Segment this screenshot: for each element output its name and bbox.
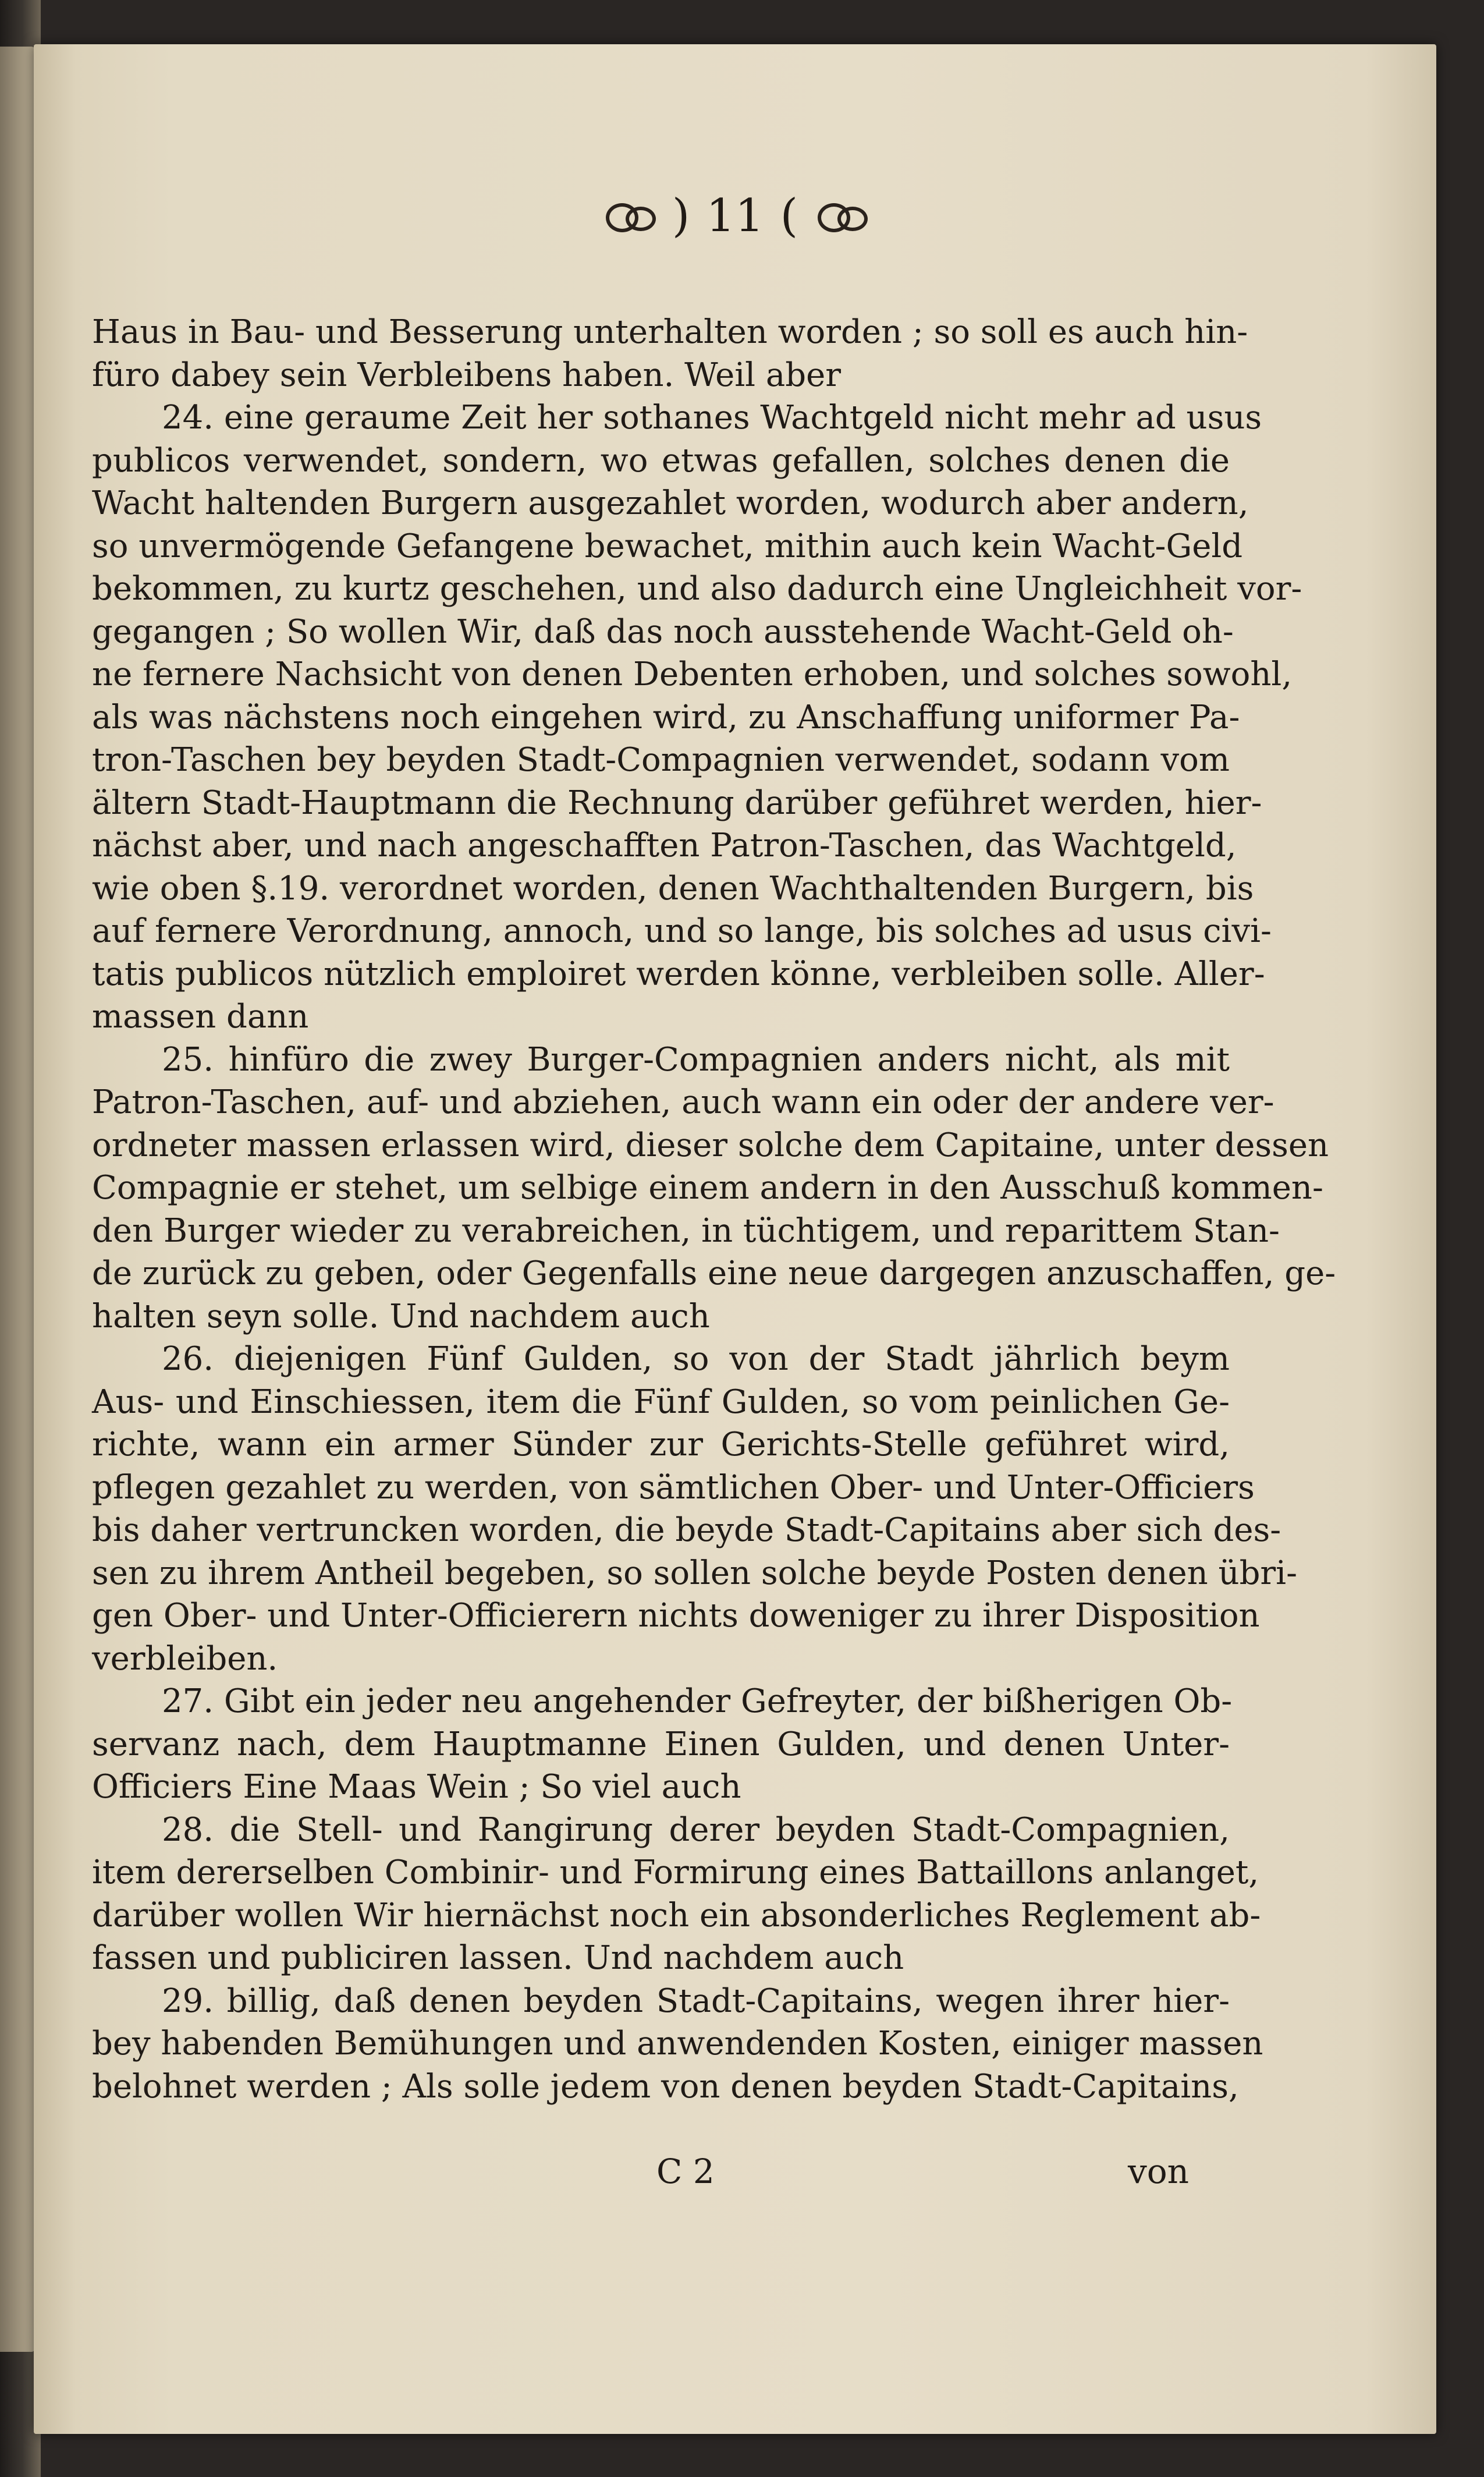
text-line: darüber wollen Wir hiernächst noch ein absonderliches Reglement ab- (92, 1896, 1261, 1934)
text-line: pflegen gezahlet zu werden, von sämtlichen Ober- und Unter-Officiers (92, 1468, 1255, 1507)
text-line: massen dann (92, 998, 309, 1036)
text-line: Haus in Bau- und Besserung unterhalten worden ; so soll es auch hin- (92, 313, 1248, 351)
text-line: Patron-Taschen, auf- und abziehen, auch wann ein oder der andere ver- (92, 1083, 1274, 1121)
text-line: tatis publicos nützlich emploiret werden könne, verbleiben solle. Aller- (92, 955, 1265, 993)
text-line: auf fernere Verordnung, annoch, und so lange, bis solches ad usus civi- (92, 912, 1272, 950)
text-line: servanz nach, dem Hauptmanne Einen Gulden, und denen Unter- (92, 1725, 1230, 1763)
text-line: 27. Gibt ein jeder neu angehender Gefreyter, der bißherigen Ob- (162, 1682, 1233, 1720)
book-page (34, 44, 1436, 2434)
text-line: bis daher vertruncken worden, die beyde Stadt-Capitains aber sich des- (92, 1511, 1281, 1549)
text-line: bekommen, zu kurtz geschehen, und also dadurch eine Ungleichheit vor- (92, 570, 1302, 608)
text-line: item dererselben Combinir- und Formirung eines Battaillons anlanget, (92, 1854, 1259, 1891)
text-line: ordneter massen erlassen wird, dieser solche dem Capitaine, unter dessen (92, 1126, 1329, 1164)
text-line: belohnet werden ; Als solle jedem von denen beyden Stadt-Capitains, (92, 2067, 1239, 2106)
text-line: als was nächstens noch eingehen wird, zu Anschaffung uniformer Pa- (92, 698, 1240, 736)
text-line: füro dabey sein Verbleibens haben. Weil aber (92, 356, 842, 394)
text-line: den Burger wieder zu verabreichen, in tüchtigem, und reparittem Stan- (92, 1211, 1280, 1250)
previous-page-edge (0, 47, 35, 2352)
text-line: halten seyn solle. Und nachdem auch (92, 1297, 710, 1335)
text-line: richte, wann ein armer Sünder zur Gerichts-Stelle geführet wird, (92, 1426, 1230, 1463)
text-line: nächst aber, und nach angeschafften Patron-Taschen, das Wachtgeld, (92, 827, 1237, 864)
body-text (92, 311, 1336, 2108)
text-line: 26. diejenigen Fünf Gulden, so von der Stadt jährlich beym (162, 1340, 1230, 1378)
text-line: de zurück zu geben, oder Gegenfalls eine neue dargegen anzuschaffen, ge- (92, 1255, 1336, 1292)
left-ornament-icon (602, 200, 656, 232)
right-ornament-icon (814, 200, 868, 232)
text-line: gegangen ; So wollen Wir, daß das noch ausstehende Wacht-Geld oh- (92, 612, 1234, 651)
running-head (34, 190, 1436, 242)
text-line: Officiers Eine Maas Wein ; So viel auch (92, 1768, 741, 1806)
page-number: 11 (706, 190, 764, 242)
text-line: Aus- und Einschiessen, item die Fünf Gulden, so vom peinlichen Ge- (92, 1383, 1230, 1421)
text-line: ne fernere Nachsicht von denen Debenten erhoben, und solches sowohl, (92, 655, 1293, 693)
text-line: sen zu ihrem Antheil begeben, so sollen solche beyde Posten denen übri- (92, 1554, 1298, 1592)
text-line: fassen und publiciren lassen. Und nachdem auch (92, 1939, 904, 1977)
text-line: wie oben §.19. verordnet worden, denen Wachthaltenden Burgern, bis (92, 869, 1254, 908)
text-line: publicos verwendet, sondern, wo etwas gefallen, solches denen die (92, 441, 1230, 480)
text-line: 29. billig, daß denen beyden Stadt-Capitains, wegen ihrer hier- (162, 1982, 1230, 2020)
text-line: ältern Stadt-Hauptmann die Rechnung darüber geführet werden, hier- (92, 784, 1262, 822)
head-paren-left: ) (672, 190, 690, 242)
text-line: bey habenden Bemühungen und anwendenden Kosten, einiger massen (92, 2025, 1263, 2063)
text-line: Wacht haltenden Burgern ausgezahlet worden, wodurch aber andern, (92, 484, 1249, 522)
text-line: 28. die Stell- und Rangirung derer beyden Stadt-Compagnien, (162, 1810, 1230, 1849)
signature-mark: C 2 (656, 2152, 715, 2191)
text-line: so unvermögende Gefangene bewachet, mithin auch kein Wacht-Geld (92, 527, 1243, 565)
text-line: tron-Taschen bey beyden Stadt-Compagnien verwendet, sodann vom (92, 741, 1230, 779)
head-paren-right: ( (780, 190, 798, 242)
text-line: 24. eine geraume Zeit her sothanes Wachtgeld nicht mehr ad usus (162, 399, 1262, 437)
catchword: von (1128, 2152, 1190, 2191)
text-line: Compagnie er stehet, um selbige einem andern in den Ausschuß kommen- (92, 1169, 1323, 1207)
text-line: verbleiben. (92, 1639, 278, 1678)
text-line: gen Ober- und Unter-Officierern nichts doweniger zu ihrer Disposition (92, 1597, 1260, 1635)
text-line: 25. hinfüro die zwey Burger-Compagnien anders nicht, als mit (162, 1040, 1230, 1079)
